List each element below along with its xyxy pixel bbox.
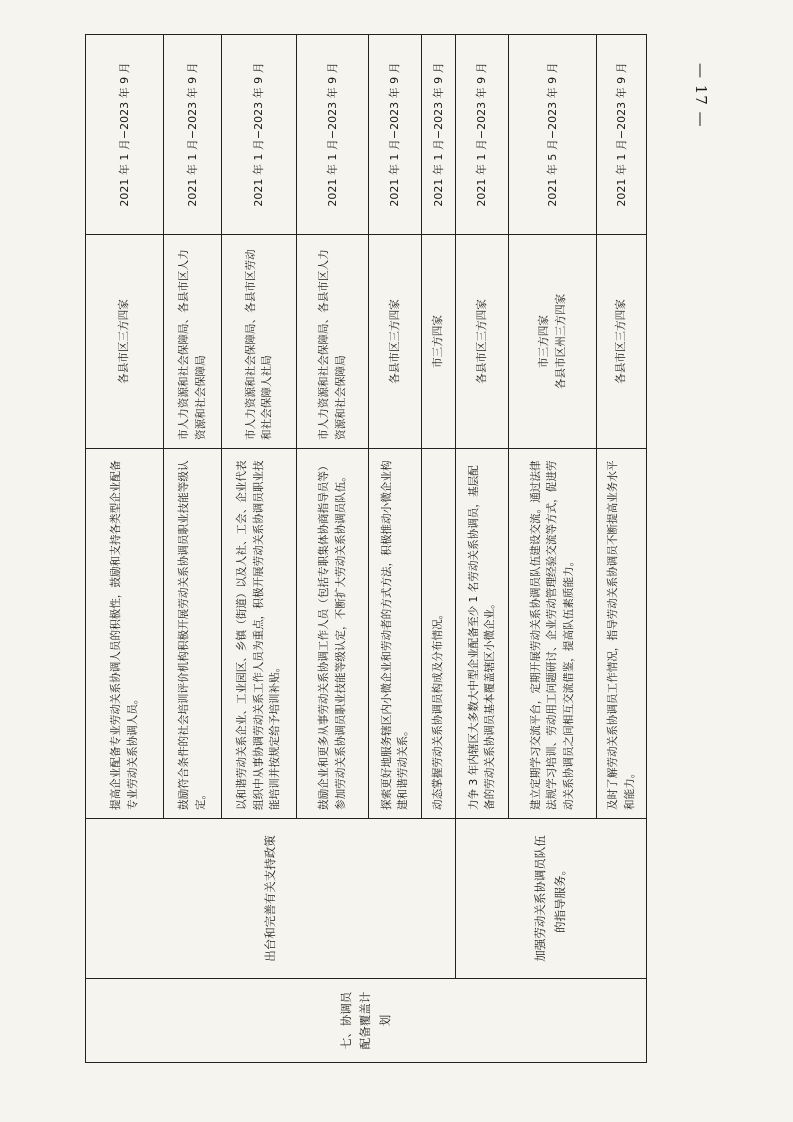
unit-cell: 市人力资源和社会保障局、各县市区人力资源和社会保障局 [164, 235, 222, 449]
content-cell: 鼓励符合条件的社会培训评价机构积极开展劳动关系协调员职业技能等级认定。 [164, 449, 222, 819]
unit-cell: 各县市区三方四家 [369, 235, 422, 449]
subtask-cell: 加强劳动关系协调员队伍的指导服务。 [456, 819, 647, 979]
time-cell: 2021 年 1 月−2023 年 9 月 [422, 35, 456, 235]
time-cell: 2021 年 1 月−2023 年 9 月 [369, 35, 422, 235]
time-cell: 2021 年 1 月−2023 年 9 月 [597, 35, 647, 235]
unit-cell: 各县市区三方四家 [597, 235, 647, 449]
page-number: — 17 — [692, 62, 710, 128]
table-row [86, 35, 164, 1063]
content-cell: 提高企业配备专业劳动关系协调人员的积极性，鼓励和支持各类型企业配备专业劳动关系协调人员。 [86, 449, 164, 819]
time-cell: 2021 年 1 月−2023 年 9 月 [222, 35, 297, 235]
unit-cell: 市三方四家 [422, 235, 456, 449]
time-cell: 2021 年 5 月−2023 年 9 月 [509, 35, 597, 235]
content-cell: 及时了解劳动关系协调员工作情况，指导劳动关系协调员不断提高业务水平和能力。 [597, 449, 647, 819]
content-cell: 建立定期学习交流平台，定期开展劳动关系协调员队伍建设交流。通过法律法规学习培训、劳动用工问题研讨、企业劳动管理经验交流等方式，促进劳动关系协调员之间相互交流借鉴，提高队伍素质能力。 [509, 449, 597, 819]
content-cell: 鼓励企业和更多从事劳动关系协调工作人员（包括专职集体协商指导员等）参加劳动关系协调员职业技能等级认定，不断扩大劳动关系协调员队伍。 [297, 449, 369, 819]
category-cell: 七、协调员配备覆盖计划 [86, 979, 647, 1063]
rotated-table-container [85, 35, 646, 1063]
unit-cell: 各县市区三方四家 [456, 235, 509, 449]
subtask-cell: 出台和完善有关支持政策 [86, 819, 456, 979]
time-cell: 2021 年 1 月−2023 年 9 月 [297, 35, 369, 235]
time-cell: 2021 年 1 月−2023 年 9 月 [86, 35, 164, 235]
time-cell: 2021 年 1 月−2023 年 9 月 [456, 35, 509, 235]
unit-line: 各县市区州三方四家 [554, 293, 567, 390]
table-row [456, 35, 509, 1063]
content-cell: 以和谐劳动关系企业、工业园区、乡镇（街道）以及人社、工会、企业代表组织中从事协调劳动关系工作人员为重点，积极开展劳动关系协调员职业技能培训并按规定给予培训补贴。 [222, 449, 297, 819]
content-cell: 探索更好地服务辖区内小微企业和劳动者的方式方法，积极推动小微企业构建和谐劳动关系。 [369, 449, 422, 819]
unit-cell [509, 235, 597, 449]
plan-table [85, 34, 647, 1063]
unit-line: 市三方四家 [538, 315, 551, 368]
content-cell: 力争 3 年内辖区大多数大中型企业配备至少 1 名劳动关系协调员，基层配备的劳动关系协调员基本覆盖辖区小微企业。 [456, 449, 509, 819]
unit-cell: 市人力资源和社会保障局、各县市区劳动和社会保障人社局 [222, 235, 297, 449]
time-cell: 2021 年 1 月−2023 年 9 月 [164, 35, 222, 235]
unit-cell: 各县市区三方四家 [86, 235, 164, 449]
unit-cell: 市人力资源和社会保障局、各县市区人力资源和社会保障局 [297, 235, 369, 449]
content-cell: 动态掌握劳动关系协调员构成及分布情况。 [422, 449, 456, 819]
